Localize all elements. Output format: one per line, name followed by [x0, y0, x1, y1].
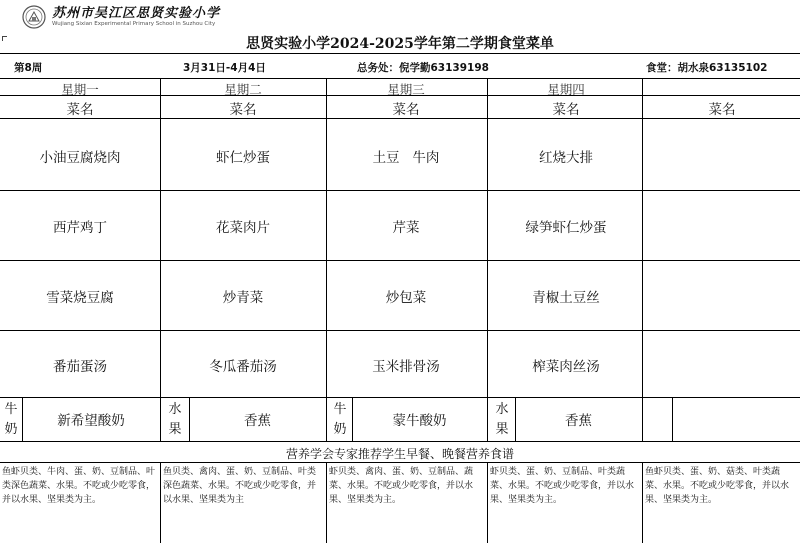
grid-line: [642, 78, 643, 441]
dish-cell: 番茄蛋汤: [53, 359, 107, 375]
grid-line: [0, 441, 800, 442]
logo-name-cn: 苏州市吴江区思贤实验小学: [52, 5, 221, 21]
dish-cell: 小油豆腐烧肉: [39, 150, 121, 166]
extra-item: 香蕉: [244, 413, 271, 429]
recommendation-title: 营养学会专家推荐学生早餐、晚餐营养食谱: [285, 447, 514, 461]
dish-cell: 炒青菜: [222, 290, 264, 306]
extra-item: 新希望酸奶: [57, 413, 125, 429]
extra-label-fruit: 水 果: [168, 402, 182, 437]
dish-cell: 冬瓜番茄汤: [209, 359, 277, 375]
school-logo: [22, 3, 220, 31]
dish-cell: 土豆 牛肉: [372, 150, 440, 166]
grid-line: [642, 462, 643, 543]
grid-line: [487, 78, 488, 441]
dish-column-header: 菜名: [66, 102, 94, 118]
grid-line: [160, 462, 161, 543]
page-title: 思贤实验小学2024-2025学年第二学期食堂菜单: [246, 36, 554, 52]
grid-line: [0, 118, 800, 119]
grid-line: [326, 78, 327, 441]
nutrition-advice: 虾贝类、禽肉、蛋、奶、豆制品、蔬菜、水果。不吃或少吃零食，并以水果、坚果类为主。: [329, 467, 474, 505]
logo-name-en: Wujiang Sixian Experimental Primary School in Suzhou City: [52, 20, 216, 27]
dish-column-header: 菜名: [708, 102, 736, 118]
dish-cell: 绿笋虾仁炒蛋: [525, 220, 607, 236]
logistics-contact: 总务处：倪学勤63139198: [357, 62, 489, 74]
day-header-thursday: 星期四: [547, 82, 585, 97]
extra-label-fruit: 水 果: [495, 402, 509, 437]
day-header-tuesday: 星期二: [224, 82, 262, 97]
dish-column-header: 菜名: [229, 102, 257, 118]
dish-cell: 虾仁炒蛋: [216, 150, 270, 166]
grid-line: [160, 78, 161, 441]
grid-line: [0, 190, 800, 191]
dish-cell: 芹菜: [392, 220, 420, 236]
dish-column-header: 菜名: [392, 102, 420, 118]
week-number: 第8周: [14, 62, 43, 74]
dish-cell: 花菜肉片: [216, 220, 270, 236]
grid-line: [0, 260, 800, 261]
grid-line: [0, 53, 800, 54]
grid-line: [487, 462, 488, 543]
nutrition-advice: 虾贝类、蛋、奶、豆制品、叶类蔬菜、水果。不吃或少吃零食，并以水果、坚果类为主。: [490, 467, 635, 505]
dish-cell: 红烧大排: [539, 150, 593, 166]
extra-item: 香蕉: [565, 413, 592, 429]
nutrition-advice: 鱼虾贝类、蛋、奶、菇类、叶类蔬菜、水果。不吃或少吃零食，并以水果、坚果类为主。: [645, 467, 790, 505]
dish-cell: 玉米排骨汤: [372, 359, 440, 375]
day-header-wednesday: 星期三: [387, 82, 425, 97]
grid-line: [0, 397, 800, 398]
dish-cell: 雪菜烧豆腐: [46, 290, 114, 306]
dish-cell: 榨菜肉丝汤: [532, 359, 600, 375]
grid-line: [672, 397, 673, 441]
nutrition-advice: 鱼虾贝类、牛肉、蛋、奶、豆制品、叶类深色蔬菜、水果。不吃或少吃零食，并以水果、坚果类为主。: [2, 467, 156, 505]
grid-line: [0, 330, 800, 331]
extra-item: 蒙牛酸奶: [392, 413, 447, 429]
school-emblem-icon: [22, 5, 46, 29]
day-header-monday: 星期一: [61, 82, 99, 97]
dish-cell: 西芹鸡丁: [53, 220, 107, 236]
grid-line: [0, 462, 800, 463]
canteen-contact: 食堂：胡水泉63135102: [646, 62, 768, 74]
dish-column-header: 菜名: [552, 102, 580, 118]
nutrition-advice: 鱼贝类、禽肉、蛋、奶、豆制品、叶类深色蔬菜、水果。不吃或少吃零食，并以水果、坚果类为主: [163, 467, 317, 505]
date-range: 3月31日-4月4日: [183, 62, 266, 74]
grid-line: [0, 78, 800, 79]
grid-line: [326, 462, 327, 543]
extra-label-milk: 牛 奶: [4, 402, 18, 437]
dish-cell: 炒包菜: [385, 290, 427, 306]
extra-label-milk: 牛 奶: [333, 402, 347, 437]
dish-cell: 青椒土豆丝: [532, 290, 600, 306]
